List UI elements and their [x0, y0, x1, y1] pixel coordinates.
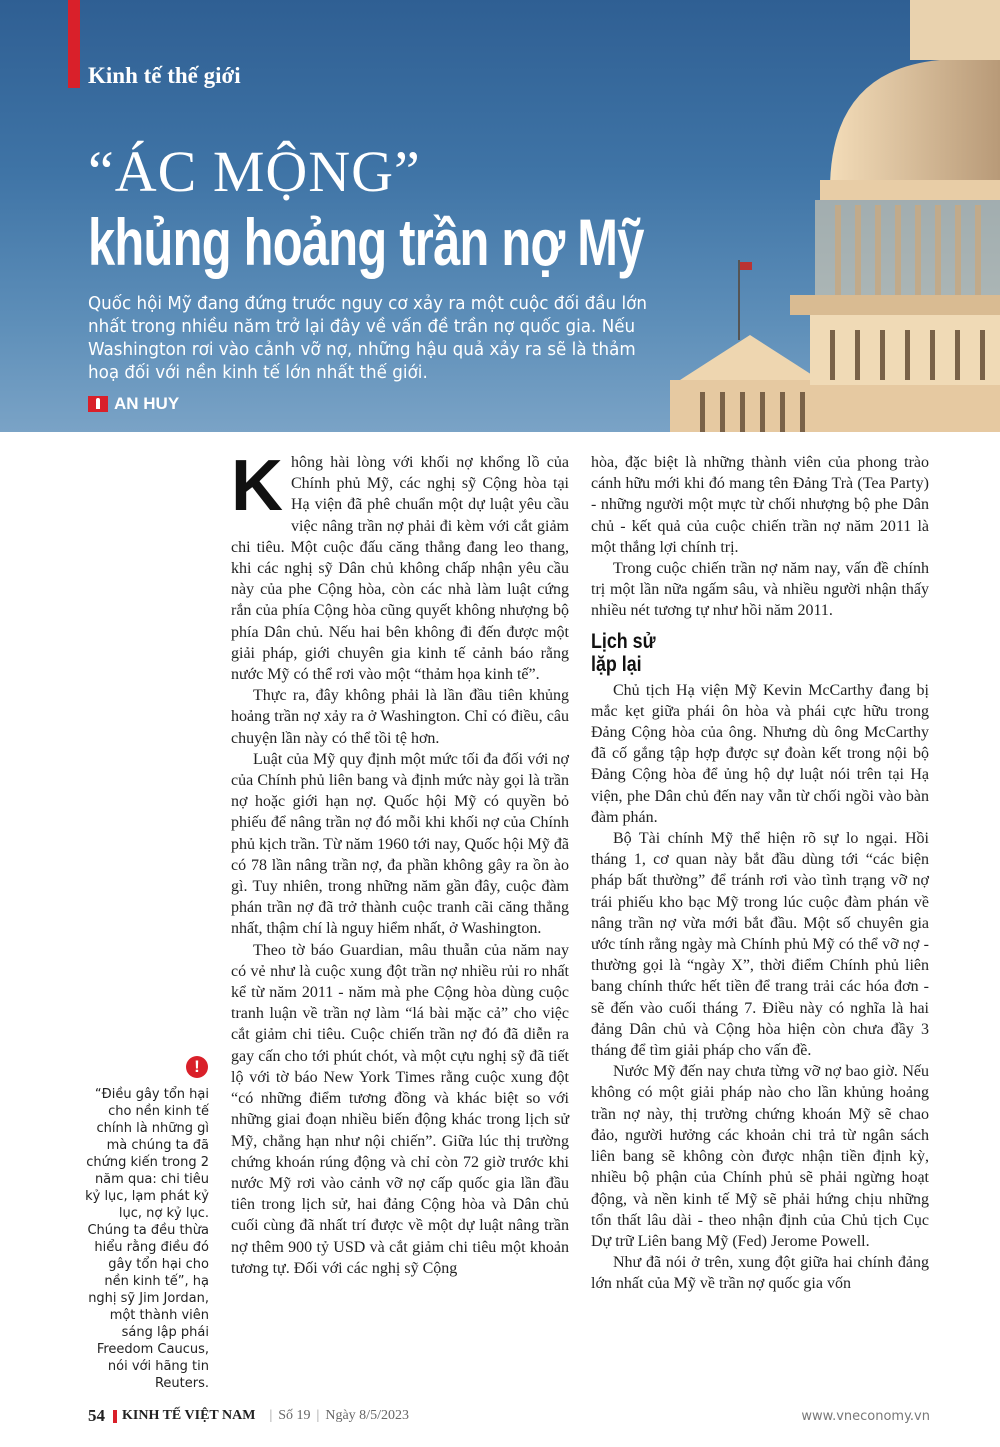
page-number: 54: [88, 1406, 105, 1425]
article-paragraph: Thực ra, đây không phải là lần đầu tiên khủng hoảng trần nợ xảy ra ở Washington. Chỉ có điều, câu chuyện lần này có thể tồi tệ hơn.: [231, 687, 569, 747]
pen-icon: [88, 396, 108, 412]
section-label: Kinh tế thế giới: [88, 63, 241, 88]
lead-paragraph: Quốc hội Mỹ đang đứng trước nguy cơ xảy ra một cuộc đối đầu lớn nhất trong nhiều năm trở lại đây về vấn đề trần nợ quốc gia. Nếu Washington rơi vào cảnh vỡ nợ, những hậu quả xảy ra sẽ là thảm hoạ đối với nền kinh tế lớn nhất thế giới.: [88, 293, 647, 383]
article-paragraph: Theo tờ báo Guardian, mâu thuẫn của năm nay có vẻ như là cuộc xung đột trần nợ nhiều rủi ro nhất kể từ năm 2011 - năm mà phe Cộng hòa dùng cuộc tranh luận về trần nợ làm “lá bài mặc cả” cho việc cắt giảm chi tiêu. Cuộc chiến trần nợ đó đã diễn ra gay cấn cho tới phút chót, và một cựu nghị sỹ đã tiết lộ với tờ báo New York Times rằng cuộc xung đột “có những điểm tương đồng và khác biệt so với những giai đoạn nhiều biến động khác trong lịch sử Mỹ, chẳng hạn như nội chiến”. Giữa lúc thị trường chứng khoán rúng động và chỉ còn 72 giờ trước khi nước Mỹ rơi vào cảnh vỡ nợ cấp quốc gia lần đầu tiên trong lịch sử, hai đảng Cộng hòa và Dân chủ cuối cùng đã nhất trí được về một dự luật nâng trần nợ thêm 900 tỷ USD và cắt giảm chi tiêu một khoản tương tự. Đối với các nghị sỹ Cộng: [231, 941, 569, 1277]
exclamation-icon: !: [186, 1056, 208, 1078]
article-paragraph: Nước Mỹ đến nay chưa từng vỡ nợ bao giờ. Nếu không có một giải pháp nào cho lần khủng hoảng trần nợ này, thị trường chứng khoán Mỹ sẽ chao đảo, người hưởng các khoản chi trả từ ngân sách liên bang sẽ không còn được nhận tiền định kỳ, nhiều bộ phận của Chính phủ sẽ phải ngừng hoạt động, và nền kinh tế Mỹ sẽ phải hứng chịu những tổn thất lâu dài - theo nhận định của Chủ tịch Cục Dự trữ Liên bang Mỹ (Fed) Jerome Powell.: [591, 1063, 929, 1250]
sidebar-quote: “Điều gây tổn hại cho nền kinh tế chính là những gì mà chúng ta đã chứng kiến trong 2 năm qua: chi tiêu kỷ lục, lạm phát kỷ lục, nợ kỷ lục. Chúng ta đều thừa hiểu rằng điều đó gây tổn hại cho nền kinh tế”, hạ nghị sỹ Jim Jordan, một thành viên sáng lập phái Freedom Caucus, nói với hãng tin Reuters.: [85, 1087, 209, 1391]
divider: |: [316, 1408, 320, 1423]
hero-banner: [0, 0, 1000, 432]
magazine-name: KINH TẾ VIỆT NAM: [122, 1408, 256, 1423]
issue-date: Ngày 8/5/2023: [325, 1408, 409, 1423]
article-paragraph: Không hài lòng với khối nợ khổng lồ của Chính phủ Mỹ, các nghị sỹ Cộng hòa tại Hạ viện đã phê chuẩn một dự luật yêu cầu việc nâng trần nợ phải đi kèm với cắt giảm chi tiêu. Một cuộc đấu căng thẳng đang leo thang, khi các nghị sỹ Dân chủ không chấp nhận yêu cầu này của phe Cộng hòa, còn các nhà làm luật cứng rắn của phía Cộng hòa cũng quyết không nhượng bộ phía Dân chủ. Nếu hai bên không đi đến được một giải pháp, giới chuyên gia kinh tế cảnh báo rằng nước Mỹ có thể rơi vào một “thảm họa kinh tế”.: [231, 446, 569, 684]
footer-marker: [113, 1410, 117, 1423]
byline: [88, 394, 728, 414]
title-line-1: “ÁC MỘNG”: [88, 139, 421, 204]
divider: |: [269, 1408, 273, 1423]
article-column-1: [231, 446, 569, 1279]
title-line-2: khủng hoảng trần nợ Mỹ: [88, 205, 644, 279]
subheading: Lịch sử lặp lại: [591, 629, 656, 676]
article-paragraph: Như đã nói ở trên, xung đột giữa hai chính đảng lớn nhất của Mỹ về trần nợ quốc gia vốn: [591, 1254, 929, 1293]
article-paragraph: hòa, đặc biệt là những thành viên của phong trào cánh hữu mới khi đó mang tên Đảng Trà (Tea Party) - những người một mực từ chối nhượng bộ phe Dân chủ - kết quả của cuộc chiến trần nợ năm 2011 là một thắng lợi chính trị.: [591, 454, 929, 556]
article-paragraph: Trong cuộc chiến trần nợ năm nay, vấn đề chính trị một lần nữa ngấm sâu, và nhiều người nhận thấy nhiều nét tương tự như hồi năm 2011.: [591, 560, 929, 620]
article-column-2: [591, 452, 929, 1295]
dropcap: K: [231, 446, 283, 526]
page-footer: [88, 1406, 930, 1426]
article-paragraph: Chủ tịch Hạ viện Mỹ Kevin McCarthy đang bị mắc kẹt giữa phái ôn hòa và phái cực hữu trong Đảng Cộng hòa của ông. Nhưng dù ông McCarthy đã cố gắng tập hợp được sự đoàn kết trong nội bộ Đảng Cộng hòa để ủng hộ dự luật nói trên tại Hạ viện, phe Dân chủ đến nay vẫn từ chối ngồi vào bàn đàm phán.: [591, 681, 929, 826]
author-name: AN HUY: [114, 394, 180, 413]
section-marker: [68, 0, 80, 88]
article-paragraph: Luật của Mỹ quy định một mức tối đa đối với nợ của Chính phủ liên bang và định mức này gọi là trần nợ hoặc giới hạn nợ. Quốc hội Mỹ có quyền bỏ phiếu để nâng trần nợ đó mỗi khi khối nợ của Chính phủ kịch trần. Từ năm 1960 tới nay, Quốc hội Mỹ đã có 78 lần nâng trần nợ, đa phần không gây ra ồn ào gì. Tuy nhiên, trong những năm gần đây, cuộc đàm phán trần nợ đã trở thành cuộc tranh cãi căng thẳng nhất, thậm chí là nguy hiểm nhất, ở Washington.: [231, 750, 569, 938]
hero-text: [88, 0, 728, 414]
article-paragraph: Bộ Tài chính Mỹ thể hiện rõ sự lo ngại. Hồi tháng 1, cơ quan này bắt đầu dùng tới “các biện pháp bất thường” để tránh rơi vào tình trạng vỡ nợ trái phiếu kho bạc Mỹ trong lúc cuộc đàm phán về nâng trần nợ vừa mới bắt đầu. Một số chuyên gia ước tính rằng ngày mà Chính phủ Mỹ có thể vỡ nợ - thường gọi là “ngày X”, thời điểm Chính phủ liên bang chính thức hết tiền để trang trải các hóa đơn - sẽ đến vào cuối tháng 7. Điều này có nghĩa là hai đảng Dân chủ và Cộng hòa hiện còn chưa đầy 3 tháng để tìm giải pháp cho vấn đề.: [591, 830, 929, 1060]
issue-number: Số 19: [278, 1408, 311, 1423]
website-link[interactable]: www.vneconomy.vn: [801, 1408, 930, 1424]
